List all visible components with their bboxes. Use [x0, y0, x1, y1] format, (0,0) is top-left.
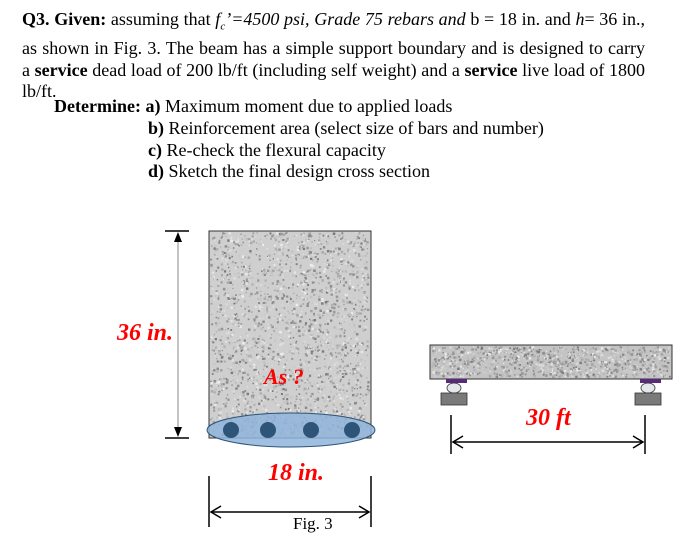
service-emphasis: service — [34, 59, 88, 80]
determine-item-b: b) Reinforcement area (select size of bars and number) — [148, 118, 544, 138]
question-number: Q3. — [22, 9, 50, 29]
text: dead load of 200 lb/ft (including self weight) and a — [87, 59, 465, 80]
left-support — [441, 379, 467, 405]
width-label: 18 in. — [268, 460, 325, 486]
text: b — [470, 9, 480, 29]
fc-symbol: $f_c’=4500$ psi, Grade 75 rebars and — [215, 9, 471, 33]
text: assuming that — [106, 9, 216, 29]
h-symbol: h — [575, 9, 585, 29]
rebar — [223, 422, 239, 438]
text: = 18 in. and — [479, 9, 576, 29]
right-support — [635, 379, 661, 405]
height-label: 36 in. — [117, 320, 174, 346]
figure-caption: Fig. 3 — [293, 514, 333, 533]
determine-item-a: Determine: a) Maximum moment due to applied loads — [54, 96, 453, 116]
as-label: As ? — [264, 364, 304, 389]
text: = 36 in., as shown in Fig. 3. The beam has a simple support boundary and is designed to carry a — [22, 9, 645, 80]
given-label: Given: — [54, 9, 107, 29]
determine-item-c: c) Re-check the flexural capacity — [148, 140, 386, 160]
text: live load of 1800 lb/ft. — [22, 59, 645, 102]
determine-item-d: d) Sketch the final design cross section — [148, 161, 430, 181]
rebar — [303, 422, 319, 438]
span-label: 30 ft — [526, 405, 571, 431]
rebar — [344, 422, 360, 438]
rebar — [260, 422, 276, 438]
service-emphasis: service — [464, 59, 518, 80]
